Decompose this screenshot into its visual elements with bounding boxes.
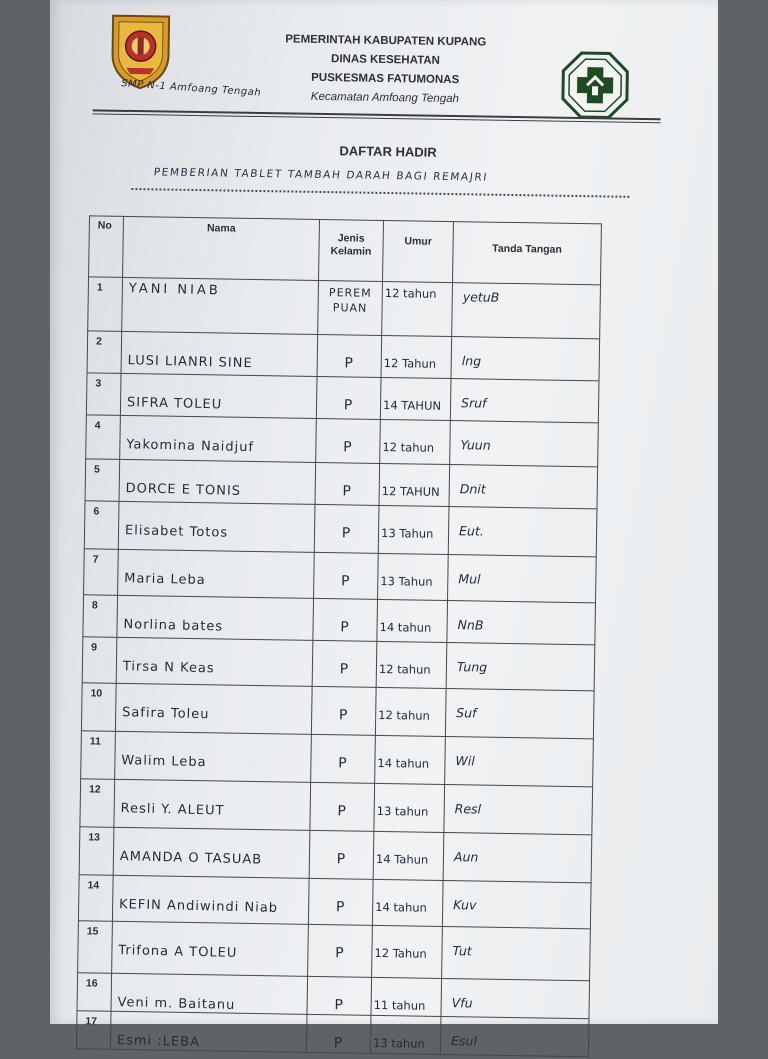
signature-cell	[450, 421, 599, 467]
age-cell	[380, 377, 451, 420]
row-number-cell	[78, 875, 113, 922]
gender-cell	[314, 552, 379, 599]
age: 13 Tahun	[380, 525, 434, 541]
student-name: Safira Toleu	[121, 705, 210, 723]
row-number: 9	[91, 641, 98, 654]
student-name-cell	[117, 595, 314, 640]
age: 14 tahun	[375, 899, 428, 915]
gender: P	[343, 439, 353, 456]
age-cell	[372, 879, 443, 926]
paper-sheet	[50, 0, 718, 1052]
gender-cell	[315, 462, 380, 505]
gender: P	[335, 899, 346, 916]
row-number-cell	[86, 415, 121, 460]
row-number: 10	[90, 687, 103, 700]
student-name: Maria Leba	[124, 571, 206, 589]
signature: Wil	[455, 753, 475, 769]
col-header-tanda-tangan: Tanda Tangan	[453, 222, 602, 285]
letterhead-district: Kecamatan Amfoang Tengah	[310, 90, 460, 106]
gender-cell	[312, 640, 377, 687]
student-name-cell	[112, 875, 309, 924]
signature: Tung	[456, 659, 488, 675]
signature-cell	[440, 1016, 589, 1056]
gender: P	[343, 397, 354, 414]
student-name-cell	[110, 1011, 307, 1052]
row-number: 13	[88, 831, 101, 844]
student-name-cell	[111, 973, 308, 1014]
age: 14 tahun	[379, 619, 432, 635]
gender: P	[339, 661, 350, 678]
row-number: 5	[93, 463, 100, 476]
row-number-cell	[76, 1011, 111, 1050]
row-number-cell	[88, 277, 123, 332]
gender-cell	[311, 686, 376, 735]
student-name-cell	[112, 921, 309, 976]
signature: Suf	[456, 705, 477, 721]
signature-cell	[441, 978, 590, 1018]
activity-handwritten: PEMBERIAN TABLET TAMBAH DARAH BAGI REMAJRI	[152, 166, 489, 184]
gender-cell	[311, 734, 376, 783]
row-number-cell	[86, 373, 121, 416]
signature: Kuv	[453, 897, 477, 913]
puskesmas-cross-emblem-icon	[559, 49, 632, 122]
row-number: 17	[85, 1015, 98, 1028]
row-number-cell	[82, 637, 117, 684]
row-number: 2	[95, 335, 102, 348]
table-row	[84, 501, 597, 557]
row-number-cell	[85, 459, 120, 502]
row-number: 16	[85, 977, 98, 990]
gender-cell	[310, 782, 375, 831]
row-number-cell	[87, 331, 122, 374]
age: 12 tahun	[384, 285, 437, 301]
student-name-cell	[120, 415, 317, 462]
age-cell	[376, 641, 447, 688]
age-cell	[381, 335, 452, 378]
age: 14 Tahun	[375, 851, 429, 867]
student-name-cell	[118, 549, 315, 598]
age-cell	[370, 1015, 441, 1054]
col-header-umur: Umur	[383, 220, 454, 282]
gender: PEREM PUAN	[328, 286, 372, 315]
student-name-cell	[118, 501, 315, 552]
gender: P	[337, 803, 348, 820]
student-name-cell	[115, 731, 312, 782]
table-row	[84, 549, 597, 603]
signature: Yuun	[460, 437, 491, 453]
gender: P	[342, 483, 353, 500]
age: 13 tahun	[376, 803, 429, 819]
signature-cell	[445, 737, 594, 787]
student-name: AMANDA O TASUAB	[119, 849, 263, 868]
signature: Vfu	[451, 995, 473, 1011]
signature: Esul	[450, 1033, 478, 1049]
age: 12 tahun	[378, 661, 431, 677]
signature-cell	[446, 643, 595, 691]
age-cell	[378, 553, 449, 600]
signature: Sruf	[460, 395, 487, 411]
row-number: 3	[95, 377, 102, 390]
student-name: Norlina bates	[123, 617, 224, 635]
table-row	[81, 683, 594, 739]
age: 12 tahun	[378, 707, 431, 723]
age-cell	[382, 281, 453, 336]
student-name: YANI NIAB	[128, 281, 221, 299]
school-handwritten-note: SMP N-1 Amfoang Tengah	[120, 78, 262, 99]
gender-cell	[306, 1014, 371, 1053]
signature-cell	[442, 926, 591, 980]
signature-cell	[448, 507, 597, 557]
col-header-jenis-kelamin: Jenis Kelamin	[319, 219, 384, 281]
row-number: 4	[94, 419, 101, 432]
student-name: Resli Y. ALEUT	[120, 801, 225, 819]
gender-cell	[316, 376, 381, 419]
row-number-cell	[81, 683, 116, 732]
gender: P	[340, 619, 350, 636]
student-name: Walim Leba	[121, 753, 207, 771]
signature: yetuB	[462, 289, 500, 305]
signature: Tut	[452, 943, 472, 959]
gender-cell	[307, 976, 372, 1015]
row-number: 1	[96, 281, 103, 294]
row-number-cell	[81, 731, 116, 780]
student-name: KEFIN Andiwindi Niab	[118, 897, 279, 916]
row-number: 11	[89, 735, 101, 748]
signature-cell	[442, 880, 591, 928]
signature-cell	[449, 465, 598, 509]
row-number: 15	[86, 925, 99, 938]
student-name: SIFRA TOLEU	[126, 395, 223, 413]
signature-cell	[444, 784, 593, 834]
student-name: Esmi :LEBA	[116, 1033, 201, 1051]
signature-cell	[443, 832, 592, 882]
row-number-cell	[80, 779, 115, 828]
student-name-cell	[114, 779, 311, 830]
gender-cell	[317, 334, 382, 377]
document-title: DAFTAR HADIR	[339, 143, 437, 160]
table-row	[78, 921, 591, 981]
signature: NnB	[457, 617, 484, 633]
gender-cell	[309, 830, 374, 879]
age: 12 Tahun	[374, 945, 427, 961]
table-row	[88, 277, 601, 339]
row-number-cell	[84, 549, 119, 596]
gender: P	[344, 355, 355, 372]
student-name: Veni m. Baitanu	[117, 995, 236, 1013]
col-header-nama: Nama	[123, 216, 320, 280]
row-number: 12	[88, 783, 101, 796]
student-name-cell	[121, 331, 318, 376]
signature: Eut.	[458, 523, 484, 539]
student-name-cell	[115, 683, 312, 734]
age: 13 Tahun	[380, 573, 433, 589]
kabupaten-kupang-emblem-icon	[108, 10, 173, 91]
letterhead-line-puskesmas: PUSKESMAS FATUMONAS	[311, 71, 460, 87]
signature: Resl	[454, 801, 482, 817]
attendance-table-body	[76, 277, 600, 1057]
student-name-cell	[120, 373, 317, 418]
row-number: 8	[91, 599, 98, 612]
row-number: 7	[92, 553, 99, 566]
signature-cell	[452, 283, 601, 339]
letterhead-line-health-office: DINAS KESEHATAN	[330, 53, 441, 67]
student-name-cell	[113, 827, 310, 878]
gender: P	[334, 997, 344, 1014]
age: 13 tahun	[372, 1035, 425, 1051]
row-number: 6	[93, 505, 100, 518]
age-cell	[379, 463, 450, 506]
signature: Mul	[458, 571, 481, 587]
row-number-cell	[78, 921, 113, 974]
attendance-table	[76, 215, 602, 1057]
gender-cell	[318, 280, 383, 335]
table-row	[76, 1011, 589, 1057]
student-name: Tirsa N Keas	[122, 659, 215, 677]
age-cell	[373, 831, 444, 880]
age-cell	[378, 505, 449, 554]
age-cell	[371, 977, 442, 1016]
student-name: DORCE E TONIS	[125, 481, 242, 499]
signature-cell	[451, 337, 600, 381]
gender: P	[335, 945, 345, 962]
age: 12 TAHUN	[381, 483, 440, 499]
age: 12 tahun	[382, 439, 435, 455]
signature-cell	[445, 689, 594, 739]
signature-cell	[447, 601, 596, 645]
age-cell	[372, 925, 443, 978]
age-cell	[377, 599, 448, 642]
student-name: LUSI LIANRI SINE	[127, 353, 253, 372]
table-row	[80, 779, 593, 835]
table-row	[82, 637, 595, 691]
col-header-no: No	[89, 216, 124, 278]
gender: P	[333, 1035, 344, 1052]
gender-cell	[313, 598, 378, 641]
gender: P	[338, 707, 349, 724]
row-number-cell	[79, 827, 114, 876]
row-number-cell	[77, 973, 112, 1012]
age: 12 Tahun	[383, 355, 437, 371]
gender: P	[336, 851, 347, 868]
table-row	[79, 827, 592, 883]
letterhead	[235, 30, 536, 111]
student-name-cell	[119, 459, 316, 504]
age-cell	[375, 735, 446, 784]
student-name: Yakomina Naidjuf	[126, 437, 255, 456]
age-cell	[375, 687, 446, 736]
student-name-cell	[116, 637, 313, 686]
gender-cell	[308, 924, 373, 977]
age: 11 tahun	[373, 997, 426, 1013]
age-cell	[380, 419, 451, 464]
row-number-cell	[84, 501, 119, 550]
signature: Dnit	[459, 481, 486, 497]
signature-cell	[450, 379, 599, 423]
activity-line	[131, 166, 629, 198]
page-content	[40, 0, 724, 1052]
signature: lng	[461, 353, 482, 369]
row-number-cell	[83, 595, 118, 638]
student-name: Elisabet Totos	[124, 523, 229, 541]
signature: Aun	[453, 849, 479, 865]
signature-cell	[448, 555, 597, 603]
gender: P	[340, 573, 351, 590]
age: 14 tahun	[377, 755, 430, 771]
table-row	[78, 875, 591, 929]
attendance-table-header	[89, 216, 602, 285]
age: 14 TAHUN	[382, 397, 442, 413]
gender: P	[338, 755, 348, 772]
gender-cell	[314, 504, 379, 553]
letterhead-line-government: PEMERINTAH KABUPATEN KUPANG	[285, 33, 487, 49]
table-row	[81, 731, 594, 787]
student-name: Trifona A TOLEU	[118, 943, 238, 962]
age-cell	[374, 783, 445, 832]
student-name-cell	[122, 277, 319, 334]
gender-cell	[316, 418, 381, 463]
row-number: 14	[87, 879, 100, 892]
gender: P	[341, 525, 352, 542]
gender-cell	[308, 878, 373, 925]
